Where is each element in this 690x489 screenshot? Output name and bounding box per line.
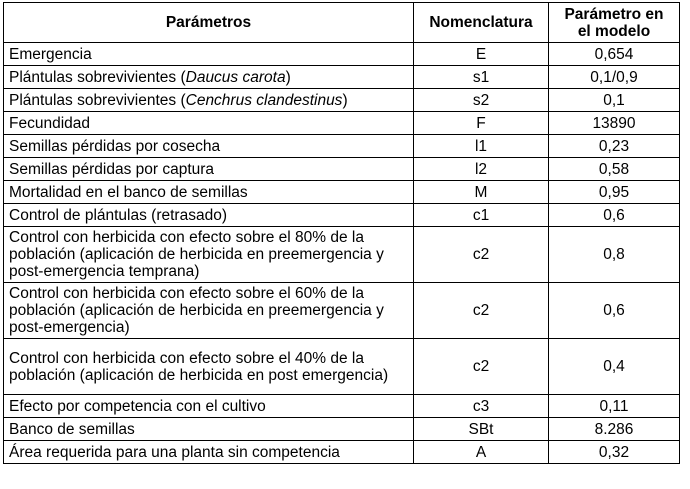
value-cell: 0,95 <box>549 181 680 204</box>
param-text: Semillas pérdidas por captura <box>9 160 215 178</box>
nomenclature-cell: SBt <box>414 418 549 441</box>
table-row <box>4 204 680 227</box>
table-row <box>4 158 680 181</box>
header-parametro-modelo-line2: el modelo <box>577 22 651 40</box>
value-cell: 0,58 <box>549 158 680 181</box>
param-text: Control con herbicida con efecto sobre el 40% de la población (aplicación de herbicida en post emergencia) <box>9 349 389 384</box>
param-text: Plántulas sobrevivientes ( <box>9 68 186 86</box>
param-cell <box>4 339 414 395</box>
header-row <box>4 3 680 43</box>
nomenclature-cell: c2 <box>414 283 549 339</box>
nomenclature-cell: c2 <box>414 339 549 395</box>
param-text: Control de plántulas (retrasado) <box>9 206 227 224</box>
nomenclature-cell: A <box>414 441 549 464</box>
value-cell: 0,4 <box>549 339 680 395</box>
nomenclature-cell: E <box>414 43 549 66</box>
param-species: Cenchrus clandestinus <box>185 91 343 109</box>
param-cell <box>4 89 414 112</box>
value-cell: 13890 <box>549 112 680 135</box>
table-row <box>4 112 680 135</box>
param-cell <box>4 204 414 227</box>
header-parametros: Parámetros <box>4 3 414 43</box>
nomenclature-cell: c3 <box>414 395 549 418</box>
param-cell <box>4 158 414 181</box>
header-parametro-modelo-line1: Parámetro en <box>564 5 664 23</box>
nomenclature-cell: M <box>414 181 549 204</box>
value-cell: 0,654 <box>549 43 680 66</box>
value-cell: 0,23 <box>549 135 680 158</box>
param-text: Banco de semillas <box>9 420 135 438</box>
value-cell: 0,32 <box>549 441 680 464</box>
value-cell: 0,1/0,9 <box>549 66 680 89</box>
nomenclature-cell: c2 <box>414 227 549 283</box>
param-cell <box>4 181 414 204</box>
param-text-end: ) <box>285 68 291 86</box>
parameters-table <box>3 2 680 464</box>
param-species: Daucus carota <box>185 68 286 86</box>
param-cell <box>4 66 414 89</box>
parameters-table-container <box>3 2 680 464</box>
param-text: Emergencia <box>9 45 92 63</box>
param-text: Fecundidad <box>9 114 91 132</box>
table-row <box>4 181 680 204</box>
header-nomenclatura: Nomenclatura <box>414 3 549 43</box>
table-row <box>4 339 680 395</box>
param-cell <box>4 43 414 66</box>
table-row <box>4 89 680 112</box>
table-row <box>4 43 680 66</box>
nomenclature-cell: l1 <box>414 135 549 158</box>
table-row <box>4 418 680 441</box>
value-cell: 0,11 <box>549 395 680 418</box>
nomenclature-cell: l2 <box>414 158 549 181</box>
param-text: Área requerida para una planta sin competencia <box>9 443 340 461</box>
value-cell: 0,8 <box>549 227 680 283</box>
param-text: Plántulas sobrevivientes ( <box>9 91 186 109</box>
param-cell <box>4 395 414 418</box>
nomenclature-cell: s1 <box>414 66 549 89</box>
param-cell <box>4 283 414 339</box>
param-cell <box>4 418 414 441</box>
nomenclature-cell: F <box>414 112 549 135</box>
table-row <box>4 441 680 464</box>
value-cell: 0,1 <box>549 89 680 112</box>
param-cell <box>4 135 414 158</box>
nomenclature-cell: c1 <box>414 204 549 227</box>
param-text: Semillas pérdidas por cosecha <box>9 137 221 155</box>
value-cell: 0,6 <box>549 283 680 339</box>
param-text-end: ) <box>342 91 348 109</box>
table-row <box>4 135 680 158</box>
param-text: Efecto por competencia con el cultivo <box>9 397 266 415</box>
header-parametro-modelo <box>549 3 680 43</box>
param-cell <box>4 227 414 283</box>
param-text: Mortalidad en el banco de semillas <box>9 183 248 201</box>
table-row <box>4 283 680 339</box>
table-row <box>4 395 680 418</box>
param-text: Control con herbicida con efecto sobre el 60% de la población (aplicación de herbicida en preemergencia y post-emergencia) <box>9 285 384 336</box>
nomenclature-cell: s2 <box>414 89 549 112</box>
param-cell <box>4 441 414 464</box>
param-cell <box>4 112 414 135</box>
value-cell: 0,6 <box>549 204 680 227</box>
param-text: Control con herbicida con efecto sobre el 80% de la población (aplicación de herbicida en preemergencia y post-emergencia temprana) <box>9 229 384 280</box>
table-row <box>4 227 680 283</box>
table-row <box>4 66 680 89</box>
value-cell: 8.286 <box>549 418 680 441</box>
